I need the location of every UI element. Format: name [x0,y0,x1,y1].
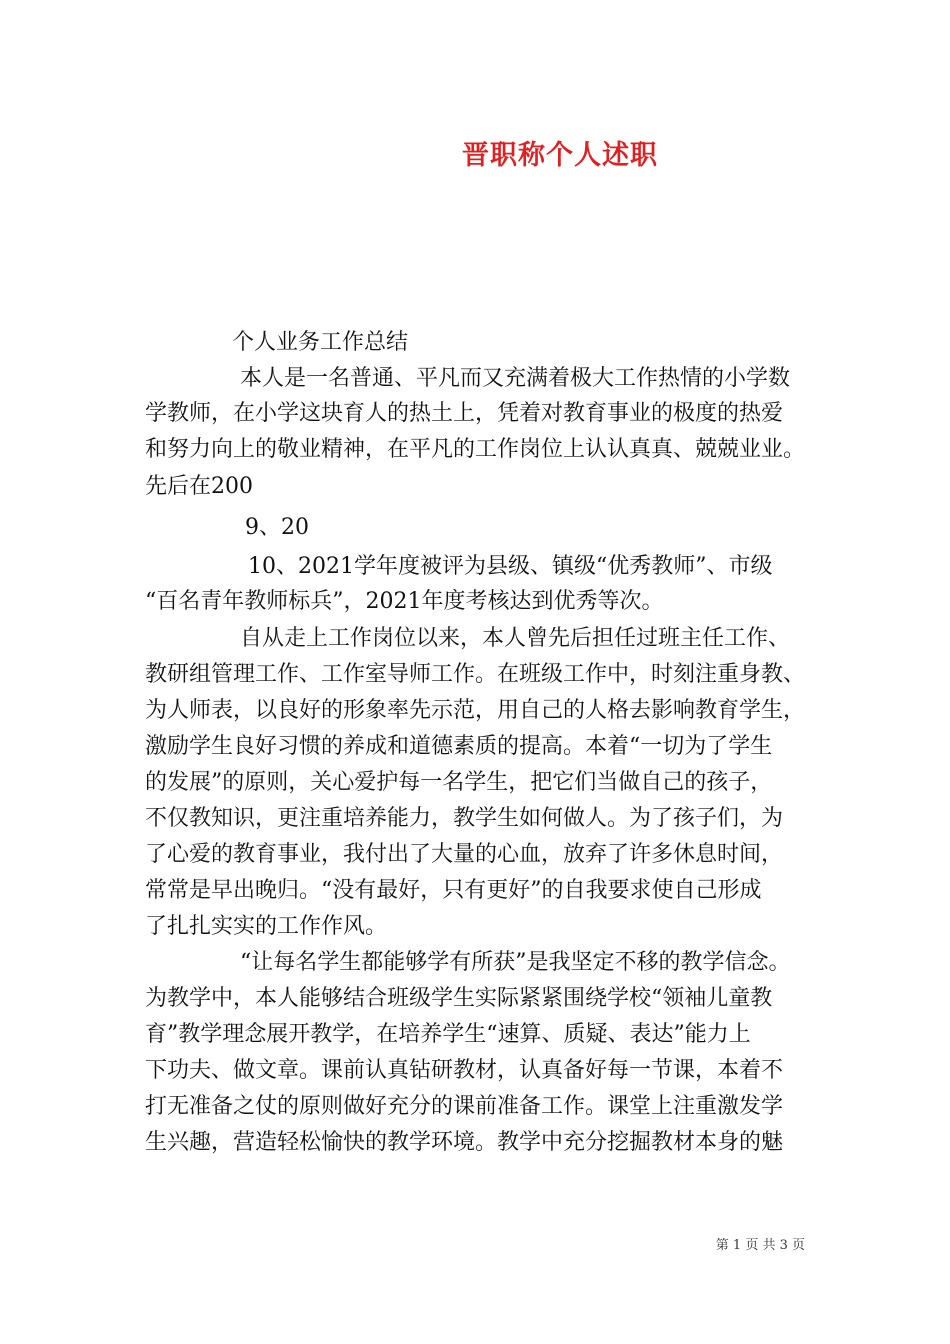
paragraph-line: 和努力向上的敬业精神，在平凡的工作岗位上认认真真、兢兢业业。 [145,437,806,462]
paragraph-line: 激励学生良好习惯的养成和道德素质的提高。本着“一切为了学生 [145,734,773,759]
paragraph-line: 打无准备之仗的原则做好充分的课前准备工作。课堂上注重激发学 [145,1094,784,1119]
paragraph-line: 10、2021学年度被评为县级、镇级“优秀教师”、市级 [248,554,773,579]
paragraph-line: 生兴趣，营造轻松愉快的教学环境。教学中充分挖掘教材本身的魅 [145,1130,784,1155]
paragraph-line: 自从走上工作岗位以来，本人曾先后担任过班主任工作、 [240,626,791,651]
paragraph-line: “百名青年教师标兵”，2021年度考核达到优秀等次。 [145,589,664,614]
paragraph-line: 学教师，在小学这块育人的热土上，凭着对教育事业的极度的热爱 [145,401,784,426]
paragraph-line: 9、20 [245,515,309,540]
paragraph-line: 为教学中，本人能够结合班级学生实际紧紧围绕学校“领袖儿童教 [145,986,773,1011]
paragraph-line: “让每名学生都能够学有所获”是我坚定不移的教学信念。 [240,950,791,975]
page-number: 第 1 页 共 3 页 [715,1238,805,1253]
paragraph-line: 常常是早出晚归。“没有最好，只有更好”的自我要求使自己形成 [145,878,762,903]
paragraph-line: 的发展”的原则，关心爱护每一名学生，把它们当做自己的孩子， [145,770,773,795]
document-title: 晋职称个人述职 [462,140,658,171]
paragraph-line: 本人是一名普通、平凡而又充满着极大工作热情的小学数 [240,366,791,391]
paragraph-line: 教研组管理工作、工作室导师工作。在班级工作中，时刻注重身教、 [145,662,806,687]
section-heading: 个人业务工作总结 [232,330,409,355]
paragraph-line: 不仅教知识，更注重培养能力，教学生如何做人。为了孩子们，为 [145,806,784,831]
paragraph-line: 育”教学理念展开教学，在培养学生“速算、质疑、表达”能力上 [145,1022,751,1047]
paragraph-line: 了心爱的教育事业，我付出了大量的心血，放弃了许多休息时间， [145,842,784,867]
paragraph-line: 先后在200 [145,474,253,499]
paragraph-line: 为人师表，以良好的形象率先示范，用自己的人格去影响教育学生， [145,698,806,723]
paragraph-line: 下功夫、做文章。课前认真钻研教材，认真备好每一节课，本着不 [145,1058,784,1083]
paragraph-line: 了扎扎实实的工作作风。 [145,914,388,939]
